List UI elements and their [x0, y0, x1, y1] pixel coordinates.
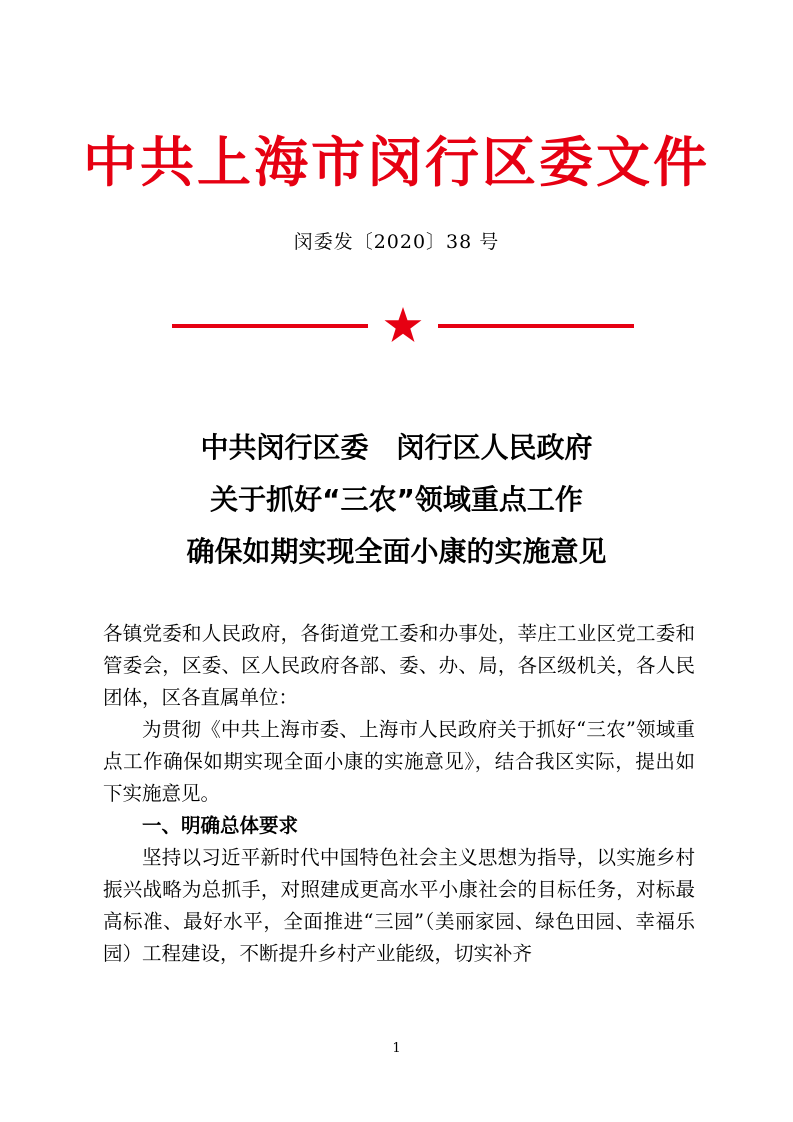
divider-rule-right — [438, 324, 634, 328]
intro-paragraph: 为贯彻《中共上海市委、上海市人民政府关于抓好“三农”领域重点工作确保如期实现全面小康的实施意见》，结合我区实际，提出如下实施意见。 — [103, 718, 695, 805]
red-divider — [172, 306, 634, 346]
page-number: 1 — [392, 1041, 401, 1056]
document-number: 闵委发〔2020〕38 号 — [293, 231, 500, 253]
addressees-paragraph: 各镇党委和人民政府，各街道党工委和办事处，莘庄工业区党工委和管委会，区委、区人民政府各部、委、办、局，各区级机关，各人民团体，区各直属单位： — [103, 622, 695, 709]
document-title — [0, 422, 793, 578]
divider-rule-left — [172, 324, 368, 328]
title-line-1: 中共闵行区委 闵行区人民政府 — [200, 431, 593, 464]
title-line-2: 关于抓好“三农”领域重点工作 — [210, 483, 583, 516]
section-1-heading: 一、明确总体要求 — [142, 814, 299, 837]
section-1-paragraph: 坚持以习近平新时代中国特色社会主义思想为指导，以实施乡村振兴战略为总抓手，对照建成更高水平小康社会的目标任务，对标最高标准、最好水平，全面推进“三园”（美丽家园、绿色田园、幸福乐园）工程建设，不断提升乡村产业能级，切实补齐 — [103, 846, 695, 965]
title-line-3: 确保如期实现全面小康的实施意见 — [186, 535, 607, 568]
document-masthead: 中共上海市闵行区委文件 — [83, 131, 710, 194]
document-body — [103, 618, 695, 970]
star-shape — [385, 307, 422, 342]
star-icon — [383, 306, 423, 346]
